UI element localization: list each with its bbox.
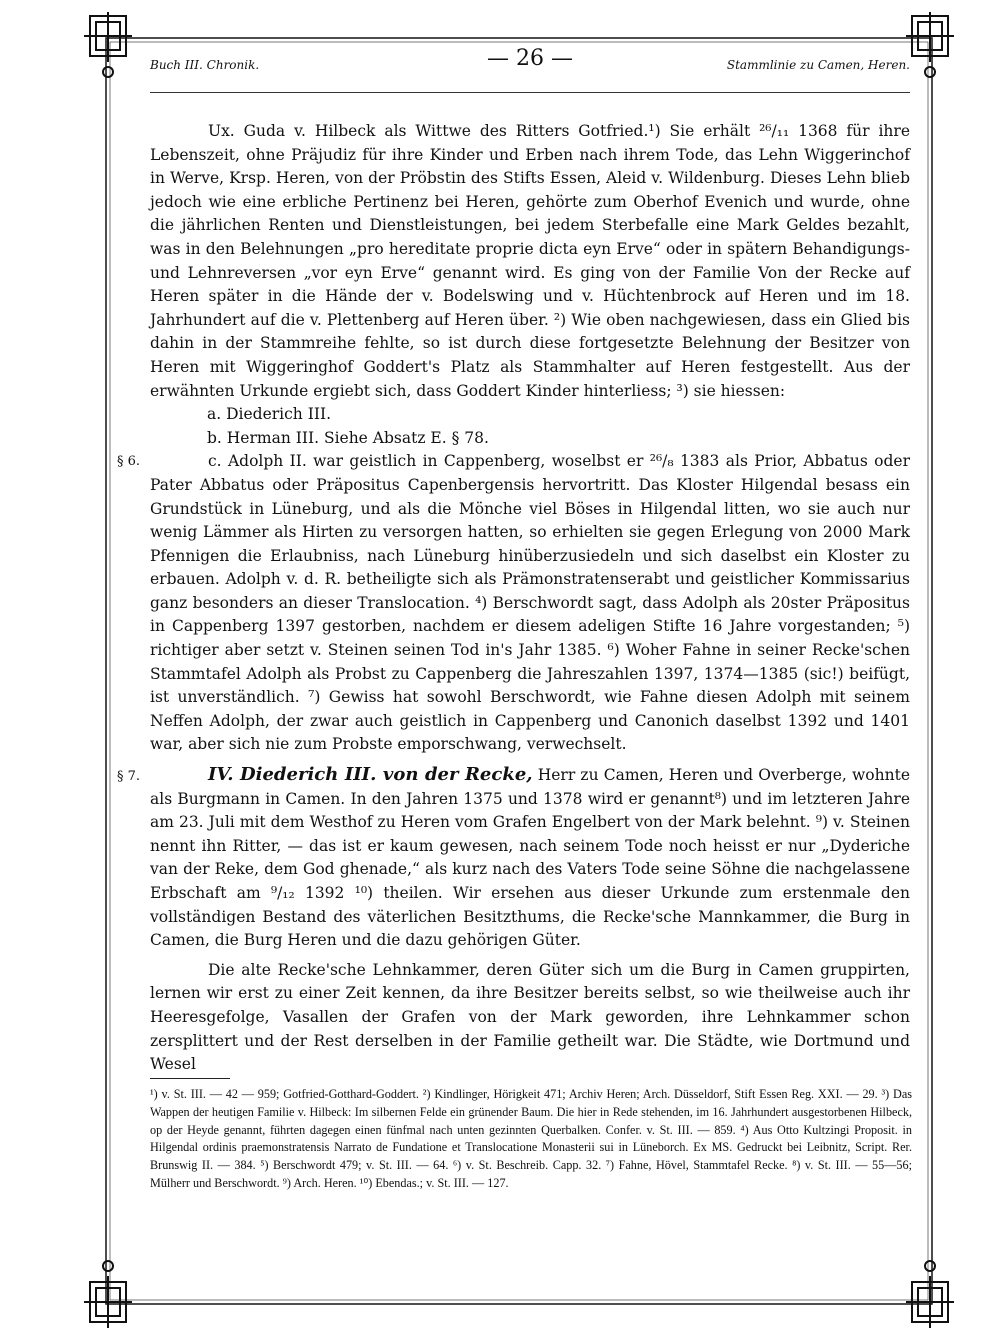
section-mark-6: § 6. bbox=[117, 454, 141, 470]
section-mark-7: § 7. bbox=[117, 769, 141, 785]
paragraph-lehnkammer: Die alte Recke'sche Lehnkammer, deren Güter sich um die Burg in Camen gruppirten, lernen wir erst zu einer Zeit kennen, da ihre Besitzer bereits selbst, so wie theilweise auch ihr Heeresgefolge, Vasallen der Grafen von der Mark geworden, ihre Lehnkammer schon zersplittert und der Rest derselben in der Familie getheilt war. Die Städte, wie Dortmund und Wesel bbox=[150, 960, 910, 1074]
paragraph-guda: Ux. Guda v. Hilbeck als Wittwe des Ritters Gotfried.¹) Sie erhält ²⁶/₁₁ 1368 für ihre Lebenszeit, ohne Präjudiz für ihre Kinder und Erben nach ihrem Tode, das Lehn Wiggerinchof in Werve, Krsp. Heren, von der Pröbstin des Stifts Essen, Aleid v. Wildenburg. Dieses Lehn blieb jedoch wie eine erbliche Pertinenz bei Heren, gehörte zum Oberhof Evenich und wurde, ohne die jährlichen Renten und Dienstleistungen, bei jedem Sterbefalle eine Mark Geldes bezahlt, was in den Belehnungen „pro hereditate proprie dicta eyn Erve“ oder in spätern Behandigungs- und Lehnreversen „vor eyn Erve“ genannt wird. Es ging von der Familie Von der Recke auf Heren später in die Hände der v. Bodelswing und v. Hüchtenbrock auf Heren und im 18. Jahrhundert auf die v. Plettenberg auf Heren über. ²) Wie oben nachgewiesen, dass ein Glied bis dahin in der Stammreihe fehlte, so ist durch diese fortgesetzte Belehnung der Besitzer von Heren mit Wiggeringhof Goddert's Platz als Stammhalter auf Heren festgestellt. Aus der erwähnten Urkunde ergiebt sich, dass Goddert Kinder hinterliess; ³) sie hiessen: bbox=[150, 122, 910, 400]
footnote-text: ¹) v. St. III. — 42 — 959; Gotfried-Gotthard-Goddert. ²) Kindlinger, Hörigkeit 471; Archiv Heren; Arch. Düsseldorf, Stift Essen Reg. XXI. — 29. ³) Das Wappen der heutigen Familie v. Hilbeck: Im silbernen Felde ein grünender Baum. Die hier in Rede stehenden, im 16. Jahrhundert ausgestorbenen Hilbeck, op der Heyde genannt, führten dagegen einen fünfmal nach unten gezinnten Querbalken. Confer. v. St. III. — 859. ⁴) Aus Otto Kultzingi Proposit. in Hilgendal ordinis praemonstratensis Narrato de Fundatione et Translocatione Monasterii sui in Lüneborch. Ex MS. Gedruckt bei Leibnitz, Script. Rer. Brunswig II. — 384. ⁵) Berschwordt 479; v. St. III. — 64. ⁶) v. St. Beschreib. Capp. 32. ⁷) Fahne, Hövel, Stammtafel Recke. ⁸) v. St. III. — 55—56; Mülherr und Berschwordt. ⁹) Arch. Heren. ¹⁰) Ebendas.; v. St. III. — 127. bbox=[150, 1087, 912, 1190]
corner-ornament-top-right bbox=[906, 12, 954, 77]
list-item-b: b. Herman III. Siehe Absatz E. § 78. bbox=[207, 428, 489, 447]
corner-ornament-bottom-right bbox=[906, 1261, 954, 1328]
main-text bbox=[117, 120, 910, 1077]
header-section-title: Stammlinie zu Camen, Heren. bbox=[726, 58, 910, 72]
page-number: — 26 — bbox=[487, 46, 573, 71]
footnote-rule bbox=[150, 1078, 230, 1079]
section-7-heading: IV. Diederich III. von der Recke, bbox=[208, 764, 533, 786]
section-7 bbox=[117, 763, 910, 953]
footnotes bbox=[150, 1086, 912, 1193]
header-rule bbox=[150, 92, 910, 93]
header-book-title: Buch III. Chronik. bbox=[150, 58, 260, 72]
running-header bbox=[150, 46, 910, 78]
corner-ornament-bottom-left bbox=[84, 1261, 132, 1328]
paragraph-adolph: c. Adolph II. war geistlich in Cappenberg, woselbst er ²⁶/₈ 1383 als Prior, Abbatus oder Pater Abbatus oder Präpositus Capenbergensis hervortritt. Das Kloster Hilgendal besass ein Grundstück in Lüneburg, und als die Mönche viel Böses in Hilgendal litten, wo sie auch nur wenig Lämmer als Hirten zu versorgen hatten, so erhielten sie gegen Erlegung von 2000 Mark Pfennigen die Erlaubniss, nach Lüneburg hinüberzusiedeln und sich daselbst ein Kloster zu erbauen. Adolph v. d. R. betheiligte sich als Prämonstratenserabt und geistlicher Kommissarius ganz besonders an dieser Translocation. ⁴) Berschwordt sagt, dass Adolph als 20ster Präpositus in Cappenberg 1397 gestorben, nachdem er diesem adeligen Stifte 16 Jahre vorgestanden; ⁵) richtiger aber setzt v. Steinen seinen Tod in's Jahr 1385. ⁶) Woher Fahne in seiner Recke'schen Stammtafel Adolph als Probst zu Cappenberg die Jahreszahlen 1397, 1374—1385 (sic!) beifügt, ist unverständlich. ⁷) Gewiss hat sowohl Berschwordt, wie Fahne diesen Adolph mit seinem Neffen Adolph, der zwar auch geistlich in Cappenberg und Canonich daselbst 1392 und 1401 war, aber sich nie zum Probste emporschwang, verwechselt. bbox=[150, 452, 910, 754]
section-7-text: Herr zu Camen, Heren und Overberge, wohnte als Burgmann in Camen. In den Jahren 1375 und 1378 wird er genannt⁸) und im letzteren Jahre am 23. Juli mit dem Westhof zu Heren vom Grafen Engelbert von der Mark belehnt. ⁹) v. Steinen nennt ihn Ritter, — das ist er kaum gewesen, nach seinem Tode noch heisst er nur „Dyderiche van der Reke, dem God ghenade,“ als kurz nach des Vaters Tode seine Söhne die nachgelassene Erbschaft am ⁹/₁₂ 1392 ¹⁰) theilen. Wir ersehen aus dieser Urkunde zum erstenmale den vollständigen Bestand des väterlichen Besitzthums, die Recke'sche Mannkammer, die Burg in Camen, die Burg Heren und die dazu gehörigen Güter. bbox=[150, 766, 910, 950]
list-item-a: a. Diederich III. bbox=[207, 405, 331, 424]
corner-ornament-top-left bbox=[84, 12, 132, 77]
section-6 bbox=[117, 450, 910, 757]
